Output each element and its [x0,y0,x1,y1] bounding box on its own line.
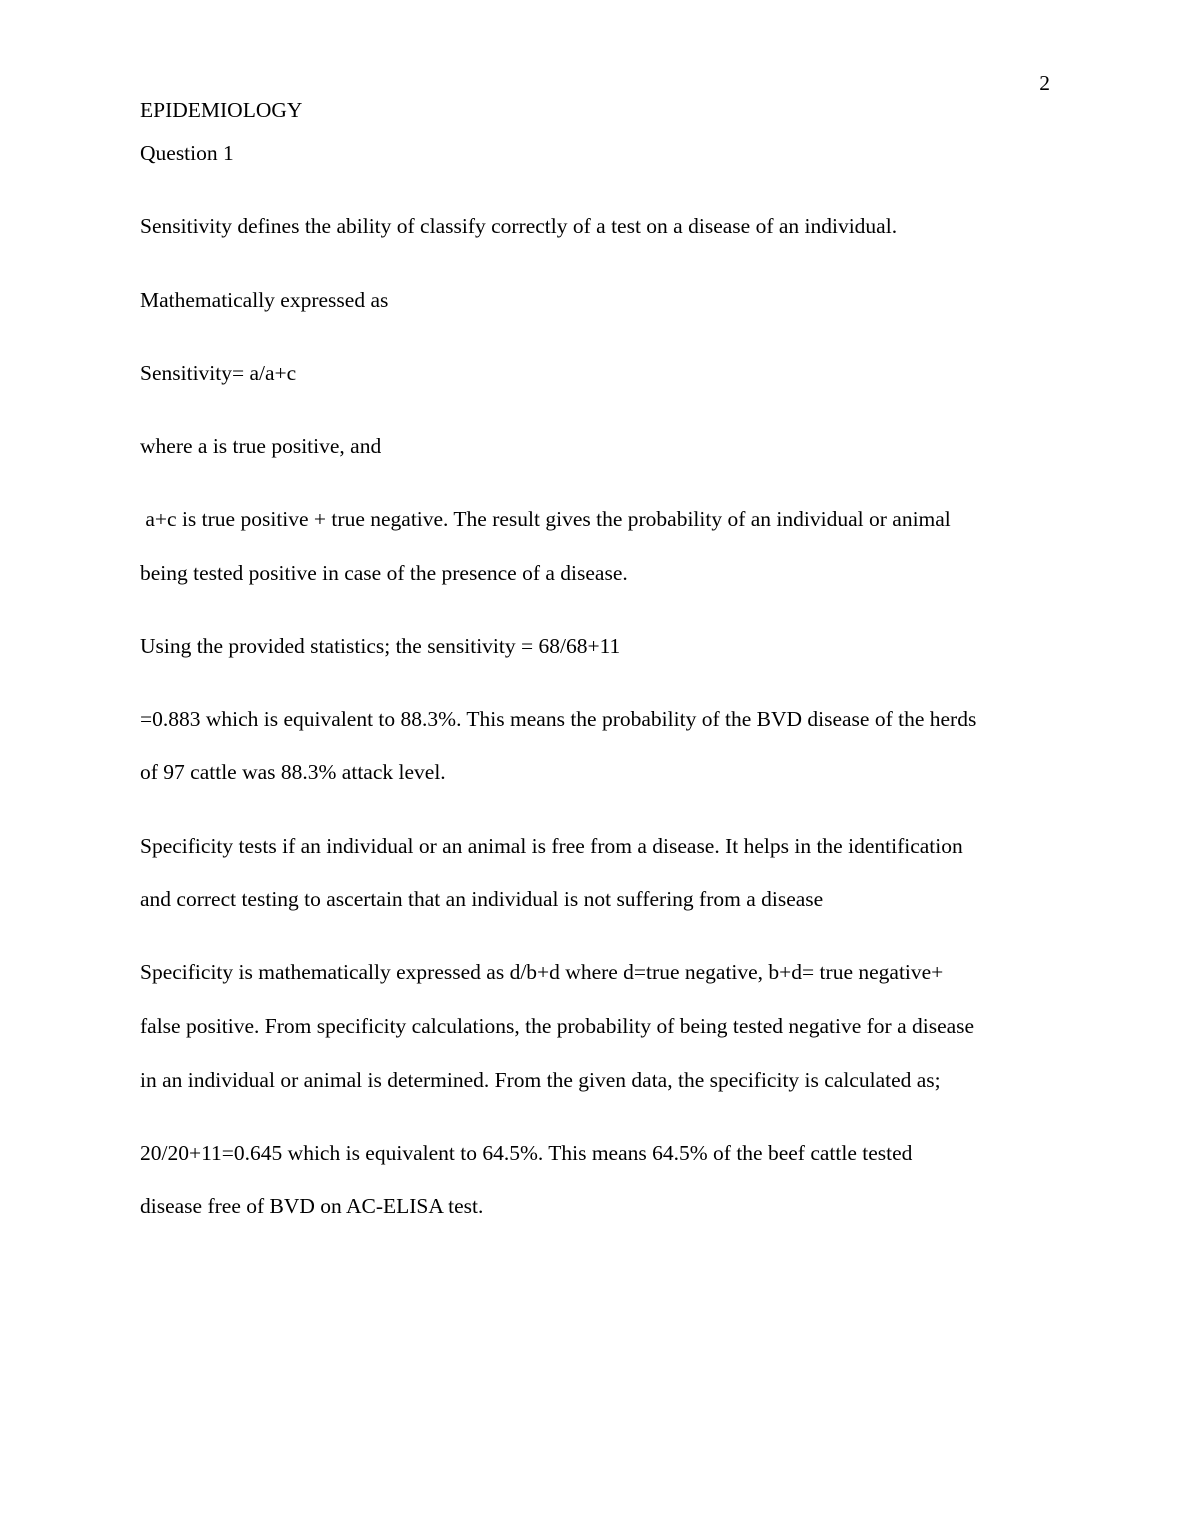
paragraph-line: of 97 cattle was 88.3% attack level. [140,760,446,784]
formula-line: Sensitivity= a/a+c [140,361,297,385]
paragraph-line: 20/20+11=0.645 which is equivalent to 64.5%. This means 64.5% of the beef cattle tested [140,1141,913,1165]
question-heading: Question 1 [140,141,234,165]
paragraph-line: and correct testing to ascertain that an individual is not suffering from a disease [140,887,824,911]
paragraph-line: a+c is true positive + true negative. The result gives the probability of an individual or animal [140,507,951,531]
page-number: 2 [1039,71,1050,95]
paragraph-line: disease free of BVD on AC-ELISA test. [140,1194,484,1218]
paragraph-line: in an individual or animal is determined. From the given data, the specificity is calculated as; [140,1068,941,1092]
paragraph-line: where a is true positive, and [140,434,382,458]
paragraph-line: Mathematically expressed as [140,288,389,312]
paragraph-line: Specificity tests if an individual or an animal is free from a disease. It helps in the identification [140,834,963,858]
paragraph-line: Specificity is mathematically expressed as d/b+d where d=true negative, b+d= true negative+ [140,960,944,984]
paragraph-line: =0.883 which is equivalent to 88.3%. This means the probability of the BVD disease of the herds [140,707,977,731]
paragraph-line: Using the provided statistics; the sensitivity = 68/68+11 [140,634,621,658]
paragraph-line: Sensitivity defines the ability of classify correctly of a test on a disease of an individual. [140,214,898,238]
paragraph-line: being tested positive in case of the presence of a disease. [140,561,628,585]
running-head: EPIDEMIOLOGY [140,98,303,122]
paragraph-line: false positive. From specificity calculations, the probability of being tested negative for a disease [140,1014,975,1038]
